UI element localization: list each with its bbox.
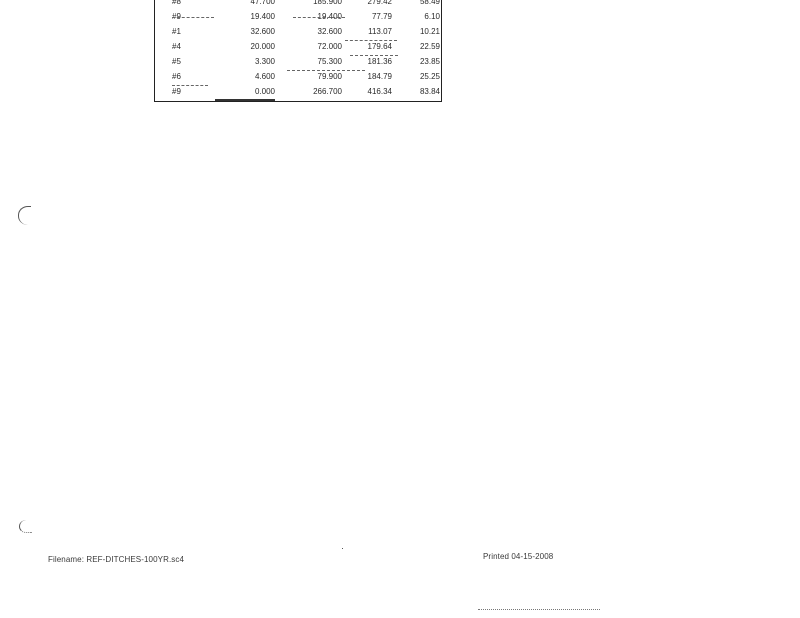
table-row	[155, 84, 441, 99]
row-value-d: 10.21	[419, 27, 440, 36]
row-value-a: 32.600	[250, 27, 275, 36]
printed-date: Printed 04-15-2008	[483, 552, 554, 561]
row-separator	[293, 17, 345, 18]
row-value-c: 179.64	[367, 42, 392, 51]
row-value-b: 32.600	[317, 27, 342, 36]
row-value-c: 77.79	[371, 12, 392, 21]
row-id: #9	[172, 12, 181, 21]
row-value-c: 113.07	[368, 27, 392, 36]
row-value-b: 266.700	[313, 87, 342, 96]
data-table	[154, 0, 442, 102]
scan-speck	[342, 548, 343, 549]
filename-label: Filename: REF-DITCHES-100YR.sc4	[48, 555, 185, 564]
row-value-d: 25.25	[419, 72, 440, 81]
table-row	[155, 39, 441, 54]
row-value-b: 79.900	[317, 72, 342, 81]
row-value-c: 279.42	[367, 0, 392, 6]
row-id: #1	[172, 27, 181, 36]
table-row	[155, 69, 441, 84]
row-value-c: 416.34	[367, 87, 392, 96]
row-id: #8	[172, 0, 181, 6]
row-value-a: 19.400	[250, 12, 275, 21]
row-value-d: 58.49	[419, 0, 440, 6]
row-id: #9	[172, 87, 181, 96]
row-value-a: 47.700	[250, 0, 275, 6]
table-row	[155, 24, 441, 39]
row-separator	[172, 85, 208, 86]
row-value-a: 3.300	[254, 57, 275, 66]
row-separator	[350, 55, 398, 56]
row-value-b: 185.900	[313, 0, 342, 6]
row-value-c: 181.36	[367, 57, 392, 66]
row-value-b: 19.400	[317, 12, 342, 21]
row-separator	[287, 70, 365, 71]
table-bottom-mark	[215, 99, 275, 101]
row-value-a: 0.000	[254, 87, 275, 96]
table-row	[155, 0, 441, 9]
row-value-a: 20.000	[250, 42, 275, 51]
row-value-d: 6.10	[424, 12, 440, 21]
row-value-b: 75.300	[317, 57, 342, 66]
row-separator	[345, 40, 397, 41]
row-value-d: 83.84	[419, 87, 440, 96]
row-id: #5	[172, 57, 181, 66]
row-id: #4	[172, 42, 181, 51]
row-value-a: 4.600	[254, 72, 275, 81]
row-id: #6	[172, 72, 181, 81]
scan-bracket-mark	[18, 206, 31, 225]
row-separator	[172, 17, 214, 18]
row-value-c: 184.79	[367, 72, 392, 81]
footer-dotted-line	[478, 609, 600, 610]
row-value-d: 22.59	[419, 42, 440, 51]
row-value-b: 72.000	[317, 42, 342, 51]
row-value-d: 23.85	[419, 57, 440, 66]
scan-bracket-mark	[19, 520, 32, 533]
table-row	[155, 54, 441, 69]
